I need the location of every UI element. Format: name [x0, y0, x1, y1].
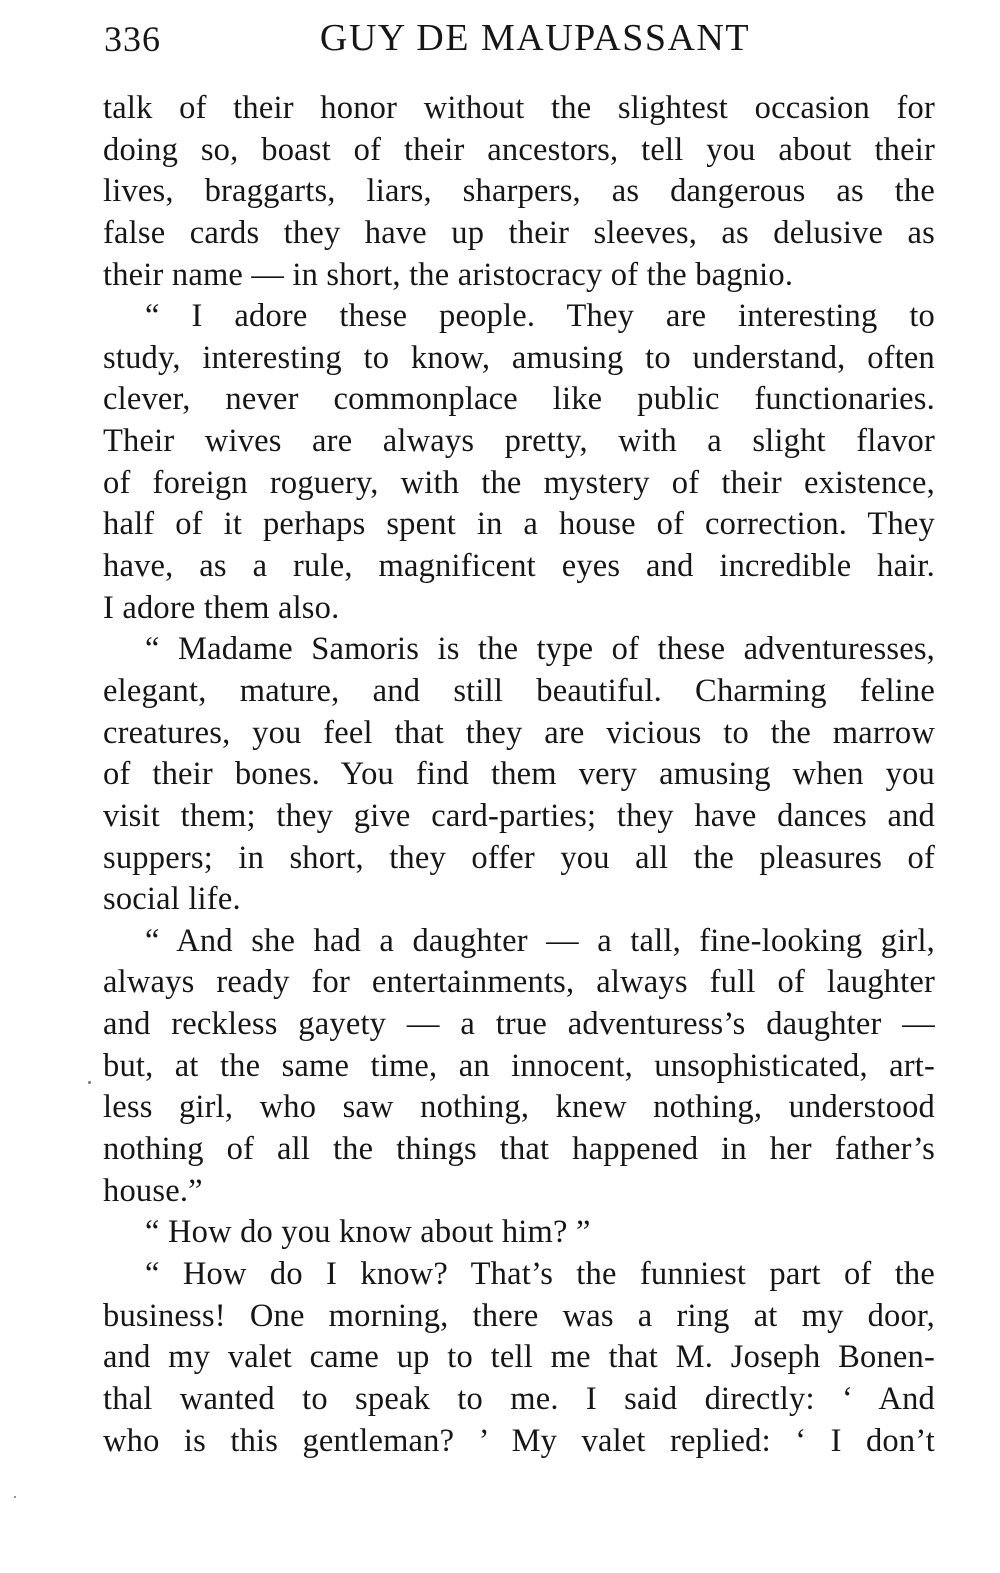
- text-line: visit them; they give card-parties; they have dances and: [103, 797, 935, 834]
- text-line: their name — in short, the aristocracy of the bagnio.: [103, 256, 794, 293]
- text-line: talk of their honor without the slightest occasion for: [103, 90, 935, 126]
- text-line: “ How do you know about him? ”: [145, 1214, 591, 1251]
- text-line: nothing of all the things that happened in her father’s: [103, 1131, 935, 1168]
- text-line: “ I adore these people. They are interesting to: [145, 298, 935, 335]
- text-line: “ How do I know? That’s the funniest part of the: [145, 1255, 935, 1292]
- page-number: 336: [104, 19, 161, 59]
- body-text: [103, 88, 935, 1462]
- text-line: “ Madame Samoris is the type of these adventuresses,: [145, 631, 935, 668]
- text-line: business! One morning, there was a ring at my door,: [103, 1297, 935, 1334]
- text-line: study, interesting to know, amusing to understand, often: [103, 339, 935, 376]
- text-line: lives, braggarts, liars, sharpers, as dangerous as the: [103, 173, 935, 210]
- text-line: I adore them also.: [103, 589, 340, 626]
- text-line: always ready for entertainments, always full of laughter: [103, 964, 935, 1001]
- running-head: GUY DE MAUPASSANT: [319, 17, 751, 59]
- text-line: half of it perhaps spent in a house of correction. They: [103, 506, 935, 543]
- text-line: of their bones. You find them very amusing when you: [103, 756, 935, 793]
- text-line: false cards they have up their sleeves, as delusive as: [103, 214, 935, 251]
- text-line: suppers; in short, they offer you all the pleasures of: [103, 839, 935, 876]
- stray-print-mark: [88, 1081, 91, 1084]
- text-line: and reckless gayety — a true adventuress’s daughter —: [103, 1006, 935, 1043]
- text-line: who is this gentleman? ’ My valet replied: ‘ I don’t: [103, 1422, 935, 1459]
- text-line: have, as a rule, magnificent eyes and incredible hair.: [103, 548, 935, 585]
- text-line: house.”: [103, 1172, 203, 1209]
- text-line: thal wanted to speak to me. I said directly: ‘ And: [103, 1380, 935, 1417]
- text-line: creatures, you feel that they are vicious to the marrow: [103, 714, 935, 751]
- page-header: [104, 14, 936, 64]
- text-line: “ And she had a daughter — a tall, fine-looking girl,: [145, 922, 935, 959]
- stray-print-mark: [14, 1496, 16, 1498]
- text-line: of foreign roguery, with the mystery of their existence,: [103, 464, 935, 501]
- text-line: but, at the same time, an innocent, unsophisticated, art-: [103, 1047, 935, 1084]
- text-line: social life.: [103, 881, 241, 918]
- text-line: elegant, mature, and still beautiful. Charming feline: [103, 672, 935, 709]
- text-line: Their wives are always pretty, with a slight flavor: [103, 423, 935, 460]
- text-line: doing so, boast of their ancestors, tell you about their: [103, 131, 935, 168]
- text-line: clever, never commonplace like public functionaries.: [103, 381, 935, 418]
- text-line: and my valet came up to tell me that M. Joseph Bonen-: [103, 1339, 935, 1376]
- text-line: less girl, who saw nothing, knew nothing, understood: [103, 1089, 935, 1126]
